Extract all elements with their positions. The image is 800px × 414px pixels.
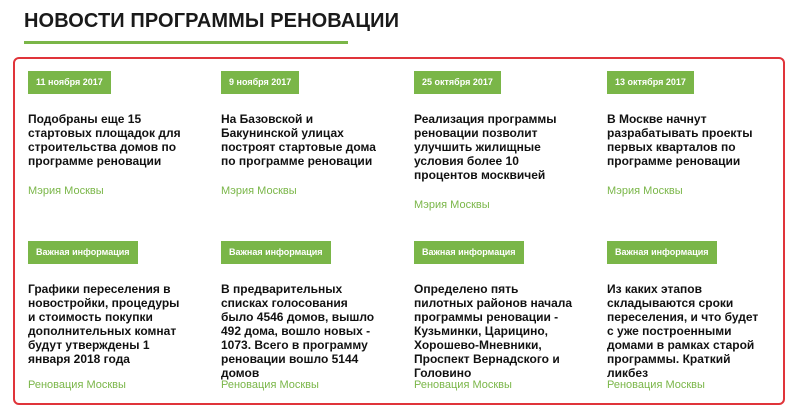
news-card[interactable] xyxy=(28,241,198,366)
news-title-link[interactable]: На Базовской и Бакунинской улицах построят стартовые дома по программе реновации xyxy=(221,112,376,168)
source-link[interactable]: Реновация Москвы xyxy=(28,379,126,391)
category-badge[interactable]: Важная информация xyxy=(221,241,331,264)
news-card[interactable] xyxy=(221,241,391,380)
source-link[interactable]: Мэрия Москвы xyxy=(28,185,104,197)
news-title-link[interactable]: В Москве начнут разрабатывать проекты первых кварталов по программе реновации xyxy=(607,112,753,168)
date-badge: 13 октября 2017 xyxy=(607,71,694,94)
source-link[interactable]: Реновация Москвы xyxy=(414,379,512,391)
news-title-link[interactable]: Подобраны еще 15 стартовых площадок для строительства домов по программе реновации xyxy=(28,112,181,168)
source-link[interactable]: Мэрия Москвы xyxy=(414,199,490,211)
title-underline xyxy=(24,41,348,44)
date-badge: 11 ноября 2017 xyxy=(28,71,111,94)
news-title-link[interactable]: Определено пять пилотных районов начала программы реновации - Кузьминки, Царицино, Хорошево-Мневники, Проспект Вернадского и Головино xyxy=(414,282,573,380)
news-card[interactable] xyxy=(607,241,777,380)
news-card[interactable] xyxy=(607,71,777,168)
news-title-link[interactable]: Графики переселения в новостройки, процедуры и стоимость покупки дополнительных комнат будут утверждены 1 января 2018 года xyxy=(28,282,180,366)
date-badge: 9 ноября 2017 xyxy=(221,71,299,94)
category-badge[interactable]: Важная информация xyxy=(28,241,138,264)
page-title: НОВОСТИ ПРОГРАММЫ РЕНОВАЦИИ xyxy=(24,10,400,32)
news-title-link[interactable]: Из каких этапов складываются сроки переселения, и что будет с уже построенными домами в рамках старой программы. Краткий ликбез xyxy=(607,282,759,380)
category-badge[interactable]: Важная информация xyxy=(414,241,524,264)
news-title-link[interactable]: Реализация программы реновации позволит улучшить жилищные условия более 10 процентов москвичей xyxy=(414,112,557,182)
news-card[interactable] xyxy=(221,71,391,168)
source-link[interactable]: Реновация Москвы xyxy=(221,379,319,391)
news-card[interactable] xyxy=(414,241,584,380)
source-link[interactable]: Мэрия Москвы xyxy=(607,185,683,197)
source-link[interactable]: Мэрия Москвы xyxy=(221,185,297,197)
news-card[interactable] xyxy=(414,71,584,182)
news-title-link[interactable]: В предварительных списках голосования было 4546 домов, вышло 492 дома, вошло новых - 1073. Всего в программу реновации вошло 5144 домов xyxy=(221,282,375,380)
source-link[interactable]: Реновация Москвы xyxy=(607,379,705,391)
date-badge: 25 октября 2017 xyxy=(414,71,501,94)
news-card[interactable] xyxy=(28,71,198,168)
category-badge[interactable]: Важная информация xyxy=(607,241,717,264)
